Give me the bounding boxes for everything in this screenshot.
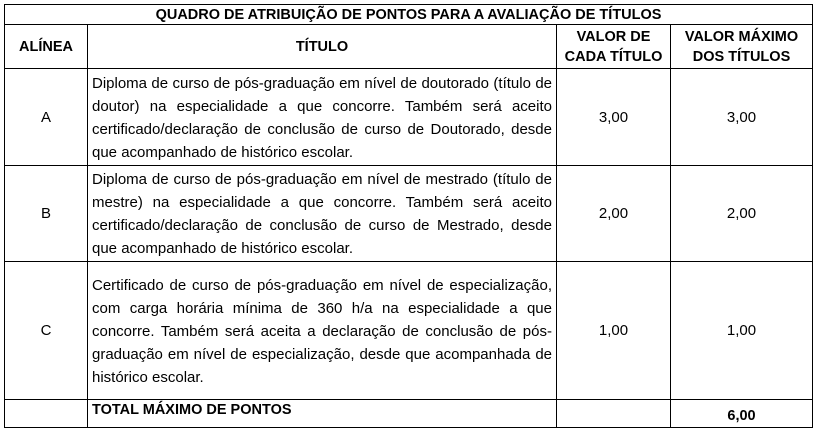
header-valor-cada-line2: CADA TÍTULO [564, 48, 663, 65]
table-row [5, 166, 813, 262]
total-spacer [5, 400, 88, 428]
row-valor-max: 1,00 [671, 262, 813, 400]
header-valor-cada-titulo [557, 25, 671, 69]
row-alinea: B [5, 166, 88, 262]
total-spacer [557, 400, 671, 428]
header-valor-max-line1: VALOR MÁXIMO [684, 28, 799, 45]
row-valor-cada: 1,00 [557, 262, 671, 400]
row-titulo: Diploma de curso de pós-graduação em nível de mestrado (título de mestre) na especialidade a que concorre. Também será aceito certificado/declaração de conclusão de curso de Mestrado, desde que acompanhado de histórico escolar. [88, 166, 557, 262]
table-title: QUADRO DE ATRIBUIÇÃO DE PONTOS PARA A AVALIAÇÃO DE TÍTULOS [5, 5, 813, 25]
row-valor-max: 3,00 [671, 69, 813, 166]
row-titulo: Diploma de curso de pós-graduação em nível de doutorado (título de doutor) na especialidade a que concorre. Também será aceito certificado/declaração de conclusão de curso de Doutorado, desde que acompanhado de histórico escolar. [88, 69, 557, 166]
header-valor-max-line2: DOS TÍTULOS [692, 48, 791, 65]
header-valor-maximo [671, 25, 813, 69]
row-titulo: Certificado de curso de pós-graduação em nível de especialização, com carga horária mínima de 360 h/a na especialidade a que concorre. Também será aceita a declaração de conclusão de pós-graduação em nível de especialização, desde que acompanhada de histórico escolar. [88, 262, 557, 400]
table-row [5, 262, 813, 400]
header-titulo: TÍTULO [88, 25, 557, 69]
total-value: 6,00 [671, 400, 813, 428]
row-valor-max: 2,00 [671, 166, 813, 262]
points-table [4, 4, 813, 428]
row-alinea: C [5, 262, 88, 400]
row-alinea: A [5, 69, 88, 166]
row-valor-cada: 2,00 [557, 166, 671, 262]
row-valor-cada: 3,00 [557, 69, 671, 166]
header-alinea: ALÍNEA [5, 25, 88, 69]
table-title-row [5, 5, 813, 25]
header-valor-cada-line1: VALOR DE [576, 28, 651, 45]
total-label: TOTAL MÁXIMO DE PONTOS [88, 400, 557, 428]
header-row [5, 25, 813, 69]
table-row [5, 69, 813, 166]
total-row [5, 400, 813, 428]
